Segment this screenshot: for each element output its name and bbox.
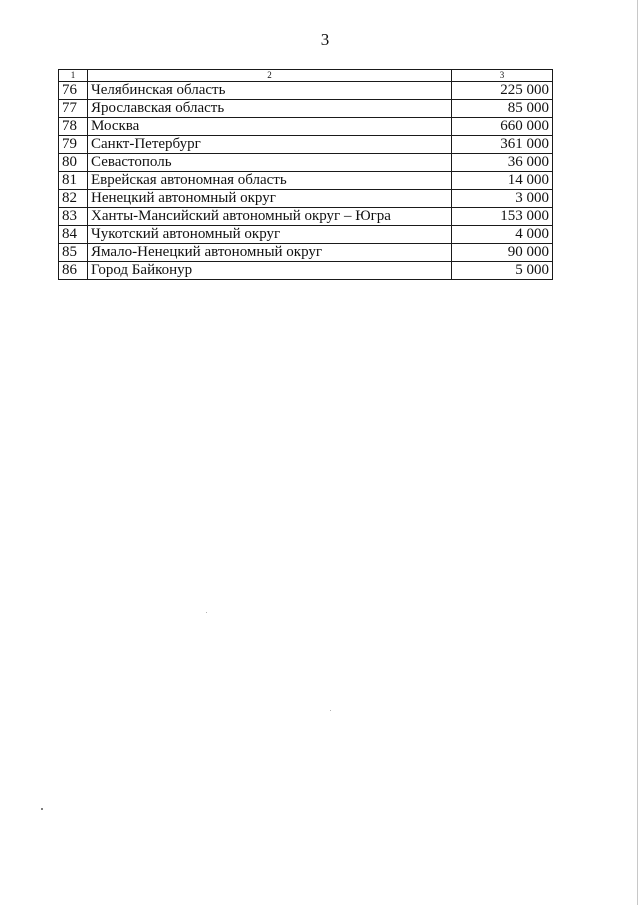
region-name: Ненецкий автономный округ [88, 190, 452, 208]
allocation-value: 660 000 [452, 118, 553, 136]
table-row [59, 262, 553, 280]
table-row [59, 244, 553, 262]
region-name: Севастополь [88, 154, 452, 172]
allocation-value: 14 000 [452, 172, 553, 190]
page-number: 3 [320, 30, 330, 49]
table-row [59, 190, 553, 208]
allocation-value: 90 000 [452, 244, 553, 262]
allocation-table [58, 69, 553, 280]
row-number: 81 [59, 172, 88, 190]
row-number: 77 [59, 100, 88, 118]
scan-speck [330, 710, 331, 711]
table-row [59, 82, 553, 100]
allocation-value: 153 000 [452, 208, 553, 226]
table-header-row [59, 70, 553, 82]
region-name: Ярославская область [88, 100, 452, 118]
row-number: 80 [59, 154, 88, 172]
region-name: Москва [88, 118, 452, 136]
column-header: 2 [88, 70, 452, 82]
region-name: Санкт-Петербург [88, 136, 452, 154]
page-edge [637, 0, 638, 905]
row-number: 82 [59, 190, 88, 208]
allocation-value: 85 000 [452, 100, 553, 118]
row-number: 83 [59, 208, 88, 226]
table-row [59, 208, 553, 226]
table-row [59, 100, 553, 118]
scan-speck [41, 808, 43, 810]
row-number: 79 [59, 136, 88, 154]
table-row [59, 118, 553, 136]
region-name: Еврейская автономная область [88, 172, 452, 190]
allocation-value: 4 000 [452, 226, 553, 244]
region-name: Чукотский автономный округ [88, 226, 452, 244]
table-row [59, 226, 553, 244]
row-number: 85 [59, 244, 88, 262]
table-row [59, 172, 553, 190]
region-name: Челябинская область [88, 82, 452, 100]
column-header: 1 [59, 70, 88, 82]
allocation-value: 361 000 [452, 136, 553, 154]
column-header: 3 [452, 70, 553, 82]
row-number: 86 [59, 262, 88, 280]
allocation-value: 5 000 [452, 262, 553, 280]
scan-speck [206, 612, 207, 613]
table-row [59, 136, 553, 154]
row-number: 76 [59, 82, 88, 100]
allocation-value: 225 000 [452, 82, 553, 100]
allocation-value: 36 000 [452, 154, 553, 172]
table-row [59, 154, 553, 172]
row-number: 84 [59, 226, 88, 244]
allocation-value: 3 000 [452, 190, 553, 208]
region-name: Город Байконур [88, 262, 452, 280]
region-name: Ханты-Мансийский автономный округ – Югра [88, 208, 452, 226]
row-number: 78 [59, 118, 88, 136]
region-name: Ямало-Ненецкий автономный округ [88, 244, 452, 262]
